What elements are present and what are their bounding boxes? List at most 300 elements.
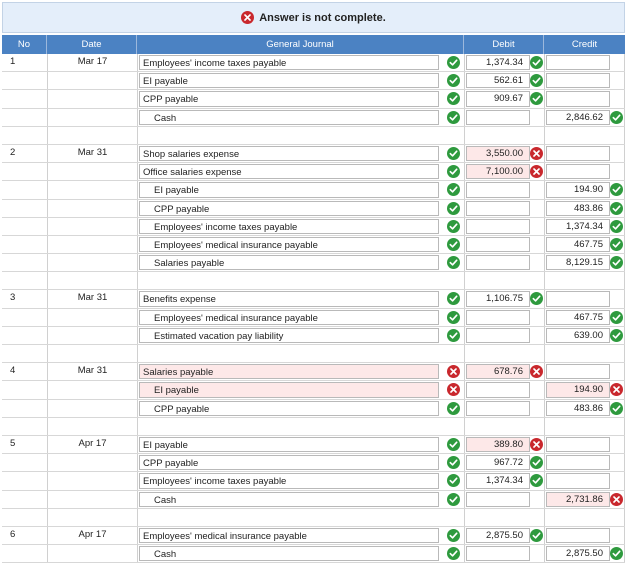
debit-cell [464, 254, 544, 271]
debit-cell [464, 472, 544, 489]
account-select[interactable] [139, 164, 439, 179]
x-circle-icon [530, 438, 543, 451]
spacer-row [2, 509, 625, 527]
check-circle-icon [610, 311, 623, 324]
entry-date [47, 218, 137, 235]
check-circle-icon [447, 147, 460, 160]
entry-date [47, 163, 137, 180]
debit-cell [464, 509, 544, 526]
debit-input[interactable]: 1,106.75 [466, 291, 530, 306]
credit-input[interactable]: 2,875.50 [546, 546, 610, 561]
table-row [2, 400, 625, 418]
credit-cell [544, 400, 625, 417]
credit-input[interactable] [546, 437, 610, 452]
debit-input[interactable] [466, 219, 530, 234]
check-circle-icon [530, 456, 543, 469]
debit-input[interactable] [466, 255, 530, 270]
credit-cell [544, 418, 625, 435]
debit-input[interactable] [466, 310, 530, 325]
check-circle-icon [447, 402, 460, 415]
account-select[interactable] [139, 492, 439, 507]
credit-cell [544, 491, 625, 508]
debit-cell [464, 309, 544, 326]
check-circle-icon [610, 329, 623, 342]
account-cell [137, 363, 464, 380]
debit-input[interactable] [466, 110, 530, 125]
entry-date [47, 109, 137, 126]
account-cell [137, 327, 464, 344]
account-name: Employees' medical insurance payable [154, 239, 318, 251]
account-name: Employees' income taxes payable [154, 221, 298, 233]
table-row [2, 381, 625, 399]
entry-number [2, 345, 47, 362]
account-select[interactable] [139, 73, 439, 88]
credit-input[interactable]: 1,374.34 [546, 219, 610, 234]
account-name: CPP payable [143, 94, 199, 106]
x-circle-icon [610, 383, 623, 396]
account-select[interactable] [139, 401, 439, 416]
table-row [2, 290, 625, 308]
entry-date: Mar 17 [47, 54, 137, 71]
x-circle-icon [241, 11, 254, 24]
entry-date [47, 472, 137, 489]
debit-input[interactable] [466, 328, 530, 343]
x-circle-icon [447, 365, 460, 378]
entry-date: Mar 31 [47, 145, 137, 162]
check-circle-icon [447, 329, 460, 342]
entry-date: Mar 31 [47, 290, 137, 307]
account-name: Employees' income taxes payable [143, 476, 287, 488]
entry-number [2, 236, 47, 253]
table-row [2, 254, 625, 272]
table-body [2, 54, 625, 563]
debit-cell [464, 345, 544, 362]
account-name: EI payable [143, 76, 188, 88]
account-cell [137, 54, 464, 71]
check-circle-icon [447, 292, 460, 305]
debit-cell [464, 327, 544, 344]
account-select[interactable] [139, 364, 439, 379]
account-select[interactable] [139, 291, 439, 306]
debit-cell [464, 181, 544, 198]
check-circle-icon [447, 165, 460, 178]
entry-number: 1 [10, 56, 16, 67]
account-select[interactable] [139, 473, 439, 488]
account-name: Office salaries expense [143, 167, 242, 179]
debit-cell [464, 163, 544, 180]
entry-date [47, 309, 137, 326]
account-cell [137, 236, 464, 253]
check-circle-icon [610, 220, 623, 233]
debit-input[interactable]: 967.72 [466, 455, 530, 470]
table-row [2, 527, 625, 545]
table-row [2, 236, 625, 254]
table-header [2, 35, 625, 54]
credit-input[interactable] [546, 528, 610, 543]
check-circle-icon [447, 238, 460, 251]
debit-cell [464, 72, 544, 89]
table-row [2, 90, 625, 108]
account-cell [137, 254, 464, 271]
debit-cell [464, 145, 544, 162]
entry-date [47, 509, 137, 526]
entry-date [47, 200, 137, 217]
check-circle-icon [447, 529, 460, 542]
entry-number [2, 400, 47, 417]
account-cell [137, 545, 464, 562]
table-row [2, 454, 625, 472]
account-cell [137, 527, 464, 544]
entry-date [47, 381, 137, 398]
entry-number [2, 472, 47, 489]
table-row [2, 545, 625, 563]
account-cell [137, 345, 464, 362]
account-name: EI payable [143, 439, 188, 451]
entry-number [2, 127, 47, 144]
check-circle-icon [447, 547, 460, 560]
credit-cell [544, 200, 625, 217]
credit-input[interactable]: 467.75 [546, 237, 610, 252]
account-select[interactable] [139, 182, 439, 197]
credit-input[interactable]: 483.86 [546, 201, 610, 216]
credit-cell [544, 436, 625, 453]
account-name: CPP payable [154, 403, 210, 415]
account-name: Cash [154, 112, 177, 124]
check-circle-icon [447, 474, 460, 487]
check-circle-icon [610, 402, 623, 415]
account-name: Salaries payable [154, 258, 225, 270]
entry-date [47, 272, 137, 289]
account-name: Employees' medical insurance payable [143, 530, 307, 542]
entry-number [2, 181, 47, 198]
credit-input[interactable] [546, 473, 610, 488]
table-row [2, 54, 625, 72]
debit-input[interactable] [466, 237, 530, 252]
debit-cell [464, 363, 544, 380]
check-circle-icon [447, 220, 460, 233]
debit-input[interactable] [466, 401, 530, 416]
account-select[interactable] [139, 110, 439, 125]
credit-input[interactable]: 2,731.86 [546, 492, 610, 507]
entry-date [47, 345, 137, 362]
x-circle-icon [530, 165, 543, 178]
entry-date [47, 236, 137, 253]
account-name: CPP payable [143, 458, 199, 470]
check-circle-icon [610, 111, 623, 124]
table-row [2, 491, 625, 509]
entry-date [47, 327, 137, 344]
debit-cell [464, 200, 544, 217]
debit-cell [464, 454, 544, 471]
entry-date [47, 90, 137, 107]
credit-input[interactable] [546, 291, 610, 306]
debit-input[interactable] [466, 182, 530, 197]
debit-input[interactable]: 2,875.50 [466, 528, 530, 543]
account-cell [137, 381, 464, 398]
entry-number [2, 200, 47, 217]
entry-date [47, 181, 137, 198]
debit-input[interactable] [466, 201, 530, 216]
check-circle-icon [447, 183, 460, 196]
entry-number [2, 509, 47, 526]
credit-cell [544, 72, 625, 89]
credit-cell [544, 254, 625, 271]
account-cell [137, 472, 464, 489]
account-cell [137, 72, 464, 89]
spacer-row [2, 272, 625, 290]
check-circle-icon [530, 292, 543, 305]
account-name: CPP payable [154, 203, 210, 215]
debit-cell [464, 54, 544, 71]
spacer-row [2, 418, 625, 436]
account-cell [137, 418, 464, 435]
account-select[interactable] [139, 382, 439, 397]
account-select[interactable] [139, 219, 439, 234]
table-row [2, 363, 625, 381]
account-name: EI payable [154, 385, 199, 397]
debit-cell [464, 109, 544, 126]
banner-message: Answer is not complete. [259, 11, 386, 24]
table-row [2, 181, 625, 199]
account-cell [137, 491, 464, 508]
credit-cell [544, 363, 625, 380]
credit-input[interactable]: 194.90 [546, 382, 610, 397]
credit-input[interactable] [546, 73, 610, 88]
check-circle-icon [530, 529, 543, 542]
account-select[interactable] [139, 255, 439, 270]
check-circle-icon [447, 202, 460, 215]
x-circle-icon [447, 383, 460, 396]
account-cell [137, 454, 464, 471]
account-select[interactable] [139, 455, 439, 470]
header-general-journal: General Journal [137, 35, 464, 54]
entry-date [47, 127, 137, 144]
debit-input[interactable]: 7,100.00 [466, 164, 530, 179]
entry-date [47, 418, 137, 435]
account-select[interactable] [139, 546, 439, 561]
credit-input[interactable] [546, 364, 610, 379]
account-cell [137, 509, 464, 526]
debit-cell [464, 218, 544, 235]
account-name: Employees' income taxes payable [143, 58, 287, 69]
check-circle-icon [447, 256, 460, 269]
account-select[interactable] [139, 437, 439, 452]
credit-cell [544, 327, 625, 344]
debit-cell [464, 272, 544, 289]
x-circle-icon [530, 147, 543, 160]
check-circle-icon [447, 311, 460, 324]
check-circle-icon [530, 474, 543, 487]
spacer-row [2, 345, 625, 363]
account-select[interactable] [139, 237, 439, 252]
check-circle-icon [610, 238, 623, 251]
table-row [2, 145, 625, 163]
credit-cell [544, 272, 625, 289]
entry-number [2, 90, 47, 107]
check-circle-icon [610, 256, 623, 269]
check-circle-icon [447, 56, 460, 69]
entry-date [47, 254, 137, 271]
table-row [2, 163, 625, 181]
check-circle-icon [530, 74, 543, 87]
spacer-row [2, 127, 625, 145]
debit-input[interactable] [466, 492, 530, 507]
entry-number: 2 [10, 146, 16, 158]
entry-number [2, 454, 47, 471]
debit-cell [464, 491, 544, 508]
credit-input[interactable]: 2,846.62 [546, 110, 610, 125]
account-cell [137, 436, 464, 453]
debit-cell [464, 90, 544, 107]
account-cell [137, 400, 464, 417]
account-name: EI payable [154, 185, 199, 197]
account-select[interactable] [139, 310, 439, 325]
credit-cell [544, 127, 625, 144]
credit-input[interactable] [546, 55, 610, 70]
entry-number [2, 254, 47, 271]
check-circle-icon [447, 493, 460, 506]
debit-cell [464, 236, 544, 253]
account-select[interactable] [139, 528, 439, 543]
account-cell [137, 200, 464, 217]
entry-number [2, 72, 47, 89]
credit-cell [544, 109, 625, 126]
credit-cell [544, 163, 625, 180]
entry-date [47, 491, 137, 508]
check-circle-icon [610, 547, 623, 560]
entry-number [2, 545, 47, 562]
table-row [2, 218, 625, 236]
debit-input[interactable] [466, 546, 530, 561]
account-cell [137, 90, 464, 107]
credit-input[interactable]: 639.00 [546, 328, 610, 343]
account-cell [137, 218, 464, 235]
debit-input[interactable]: 389.80 [466, 437, 530, 452]
account-name: Estimated vacation pay liability [154, 330, 284, 342]
credit-input[interactable] [546, 164, 610, 179]
credit-cell [544, 145, 625, 162]
check-circle-icon [610, 202, 623, 215]
credit-cell [544, 509, 625, 526]
entry-number [2, 218, 47, 235]
debit-input[interactable]: 1,374.34 [466, 473, 530, 488]
entry-number [2, 418, 47, 435]
account-cell [137, 309, 464, 326]
account-select[interactable] [139, 91, 439, 106]
entry-date: Mar 31 [47, 363, 137, 380]
credit-input[interactable] [546, 455, 610, 470]
credit-cell [544, 218, 625, 235]
journal-table [2, 35, 625, 563]
credit-input[interactable]: 483.86 [546, 401, 610, 416]
entry-number [2, 491, 47, 508]
debit-cell [464, 436, 544, 453]
table-row [2, 472, 625, 490]
debit-input[interactable]: 678.76 [466, 364, 530, 379]
credit-input[interactable]: 467.75 [546, 310, 610, 325]
header-date: Date [47, 35, 137, 54]
credit-input[interactable] [546, 91, 610, 106]
entry-date [47, 454, 137, 471]
credit-cell [544, 290, 625, 307]
table-row [2, 72, 625, 90]
credit-cell [544, 545, 625, 562]
x-circle-icon [610, 493, 623, 506]
account-name: Salaries payable [143, 367, 214, 379]
table-row [2, 200, 625, 218]
credit-cell [544, 345, 625, 362]
credit-input[interactable]: 8,129.15 [546, 255, 610, 270]
credit-cell [544, 527, 625, 544]
account-cell [137, 145, 464, 162]
debit-input[interactable]: 1,374.34 [466, 55, 530, 70]
header-credit: Credit [571, 39, 598, 50]
debit-cell [464, 418, 544, 435]
account-cell [137, 181, 464, 198]
account-select[interactable] [139, 328, 439, 343]
credit-cell [544, 454, 625, 471]
credit-cell [544, 54, 625, 71]
status-banner [2, 2, 625, 33]
account-cell [137, 109, 464, 126]
check-circle-icon [447, 438, 460, 451]
account-select[interactable] [139, 55, 439, 70]
entry-number: 5 [10, 437, 16, 449]
account-cell [137, 127, 464, 144]
entry-date [47, 72, 137, 89]
debit-input[interactable]: 909.67 [466, 91, 530, 106]
account-cell [137, 272, 464, 289]
table-row [2, 436, 625, 454]
entry-number [2, 163, 47, 180]
table-row [2, 109, 625, 127]
debit-cell [464, 400, 544, 417]
credit-cell [544, 381, 625, 398]
account-name: Cash [154, 494, 177, 506]
entry-date [47, 400, 137, 417]
debit-cell [464, 545, 544, 562]
table-row [2, 309, 625, 327]
debit-cell [464, 127, 544, 144]
x-circle-icon [530, 365, 543, 378]
debit-input[interactable]: 562.61 [466, 73, 530, 88]
entry-date: Apr 17 [47, 436, 137, 453]
entry-number [2, 327, 47, 344]
check-circle-icon [530, 56, 543, 69]
account-name: Shop salaries expense [143, 148, 240, 160]
account-name: Benefits expense [143, 294, 216, 306]
debit-input[interactable]: 3,550.00 [466, 146, 530, 161]
account-select[interactable] [139, 201, 439, 216]
check-circle-icon [530, 92, 543, 105]
credit-cell [544, 309, 625, 326]
entry-number [2, 272, 47, 289]
check-circle-icon [447, 111, 460, 124]
credit-input[interactable] [546, 146, 610, 161]
account-select[interactable] [139, 146, 439, 161]
account-cell [137, 290, 464, 307]
credit-cell [544, 90, 625, 107]
debit-input[interactable] [466, 382, 530, 397]
credit-input[interactable]: 194.90 [546, 182, 610, 197]
debit-cell [464, 381, 544, 398]
entry-number: 3 [10, 292, 16, 304]
entry-number [2, 309, 47, 326]
header-debit: Debit [464, 35, 544, 54]
entry-number [2, 109, 47, 126]
entry-date [47, 545, 137, 562]
credit-cell [544, 236, 625, 253]
